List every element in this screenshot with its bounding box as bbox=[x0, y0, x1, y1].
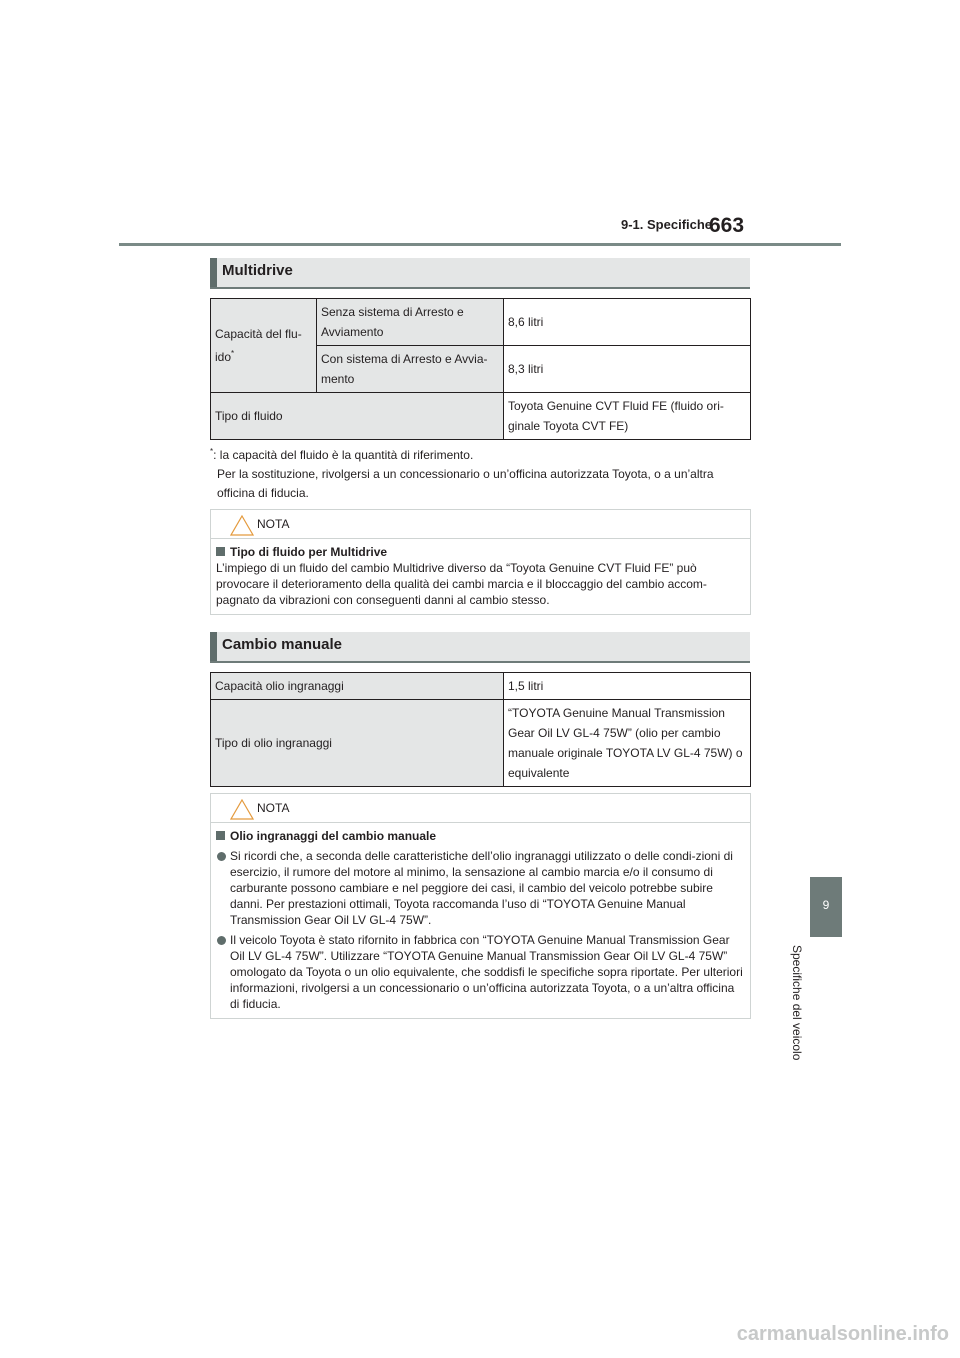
capacity-label-cell bbox=[211, 299, 317, 393]
square-bullet-icon bbox=[216, 547, 225, 556]
note-label: NOTA bbox=[257, 517, 290, 531]
table-row bbox=[211, 299, 751, 346]
chapter-title: Specifiche del veicolo bbox=[790, 945, 804, 1061]
list-item bbox=[216, 932, 744, 1012]
table-row bbox=[211, 700, 751, 787]
square-bullet-icon bbox=[216, 831, 225, 840]
circle-bullet-icon bbox=[217, 852, 226, 861]
bullet-text: Si ricordi che, a seconda delle caratteristiche dell’olio ingranaggi utilizzato o delle condi-zioni di esercizio, il rumore del motore al minimo, la sensazione al cambio marcia e/o il consumo di carburante possono cambiare e nel peggiore dei casi, il cambio del veicolo potrebbe subire danni. Per prestazioni ottimali, Toyota raccomanda l’uso di “TOYOTA Genuine Manual Transmission Gear Oil LV GL-4 75W”. bbox=[230, 849, 733, 927]
note-body bbox=[211, 823, 750, 1018]
note-body bbox=[211, 539, 750, 614]
capacity-value-cell: 1,5 litri bbox=[504, 673, 751, 700]
bullet-text: Il veicolo Toyota è stato rifornito in fabbrica con “TOYOTA Genuine Manual Transmission Gear Oil LV GL-4 75W”. Utilizzare “TOYOTA Genuine Manual Transmission Gear Oil LV GL-4 75W” omologato da Toyota o un olio equivalente, che soddisfi le specifiche sopra riportate. Per ulteriori informazioni, rivolgersi a un concessionario o un’officina autorizzata Toyota, o a un’altra officina di fiducia. bbox=[230, 933, 743, 1011]
note-text: L’impiego di un fluido del cambio Multidrive diverso da “Toyota Genuine CVT Fluid FE” può provocare il deterioramento della qualità dei cambi marcia e il bloccaggio del cambio accom-pagnato da vibrazioni con conseguenti danni al cambio stesso. bbox=[216, 561, 707, 607]
fluid-label-cell: Tipo di fluido bbox=[211, 393, 504, 440]
note-label: NOTA bbox=[257, 801, 290, 815]
section-reference: 9-1. Specifiche bbox=[621, 217, 713, 232]
condition-cell: Senza sistema di Arresto e Avviamento bbox=[317, 299, 504, 346]
note-header bbox=[211, 510, 750, 539]
table-row bbox=[211, 673, 751, 700]
type-value-cell: “TOYOTA Genuine Manual Transmission Gear Oil LV GL-4 75W” (olio per cambio manuale originale TOYOTA LV GL-4 75W) o equivalente bbox=[504, 700, 751, 787]
chapter-tab bbox=[810, 877, 842, 937]
section-title: Multidrive bbox=[222, 262, 293, 279]
capacity-label: Capacità del flu-ido bbox=[215, 327, 302, 364]
footnote-line: *: la capacità del fluido è la quantità di riferimento. bbox=[210, 447, 474, 462]
note-subtitle: Tipo di fluido per Multidrive bbox=[230, 545, 388, 559]
chapter-number: 9 bbox=[822, 898, 830, 912]
note-box bbox=[210, 509, 751, 615]
footnote-mark: * bbox=[231, 349, 235, 358]
page-number: 663 bbox=[709, 214, 745, 237]
note-box bbox=[210, 793, 751, 1019]
section-title: Cambio manuale bbox=[222, 636, 343, 653]
chapter-side-label bbox=[786, 945, 806, 1085]
section-heading-multidrive bbox=[210, 258, 750, 289]
watermark: carmanualsonline.info bbox=[736, 1323, 949, 1345]
warning-triangle-icon bbox=[230, 515, 254, 536]
multidrive-spec-table bbox=[210, 298, 751, 440]
list-item bbox=[216, 848, 744, 928]
section-heading-manual bbox=[210, 632, 750, 663]
table-row bbox=[211, 393, 751, 440]
warning-triangle-icon bbox=[230, 799, 254, 820]
note-header bbox=[211, 794, 750, 823]
value-cell: 8,3 litri bbox=[504, 346, 751, 393]
heading-bar bbox=[210, 632, 217, 661]
manual-spec-table bbox=[210, 672, 751, 787]
condition-cell: Con sistema di Arresto e Avvia-mento bbox=[317, 346, 504, 393]
value-cell: 8,6 litri bbox=[504, 299, 751, 346]
footnote bbox=[210, 442, 750, 503]
footnote-line: Per la sostituzione, rivolgersi a un concessionario o un’officina autorizzata Toyota, o a un’altra officina di fiducia. bbox=[217, 467, 714, 500]
type-label-cell: Tipo di olio ingranaggi bbox=[211, 700, 504, 787]
header-divider bbox=[119, 243, 841, 246]
note-subtitle: Olio ingranaggi del cambio manuale bbox=[230, 829, 437, 843]
capacity-label-cell: Capacità olio ingranaggi bbox=[211, 673, 504, 700]
fluid-value-cell: Toyota Genuine CVT Fluid FE (fluido ori-ginale Toyota CVT FE) bbox=[504, 393, 751, 440]
circle-bullet-icon bbox=[217, 936, 226, 945]
heading-bar bbox=[210, 258, 217, 287]
